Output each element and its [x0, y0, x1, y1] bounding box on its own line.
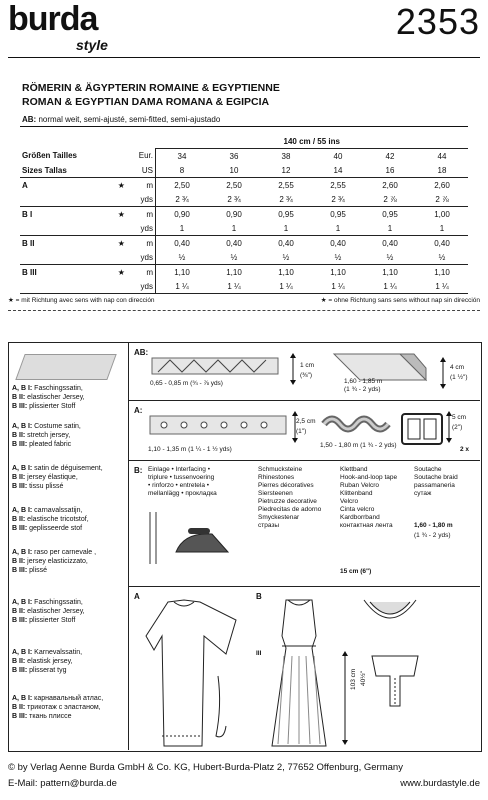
cell: 2,60 [382, 180, 398, 190]
nap-star-icon: ★ [117, 209, 125, 219]
nap-star-icon: ★ [117, 267, 125, 277]
cell: 0,90 [174, 209, 190, 219]
cell: ½ [312, 250, 364, 265]
size-us: 14 [312, 163, 364, 178]
unit-yds: yds [127, 221, 156, 236]
cell: 0,40 [278, 238, 294, 248]
cell: 1,10 [278, 267, 294, 277]
ab-length-1: 0,65 - 0,85 m (¾ - ⅞ yds) [150, 380, 223, 387]
cell: 0,95 [330, 209, 346, 219]
cell: 1 [208, 221, 260, 236]
size-eur: 44 [437, 151, 447, 161]
panel-b-label: B: [134, 466, 143, 475]
length-arrow-icon [340, 650, 350, 746]
velcro-length: 15 cm (6") [340, 568, 372, 575]
ab-width2-in: (1 ½") [450, 374, 468, 381]
view-b-label: B [256, 592, 262, 601]
fabric-width: 140 cm / 55 ins [156, 134, 469, 149]
iron-and-needle-icon [140, 508, 236, 568]
panel-ab-label: AB: [134, 348, 149, 357]
collar-and-belt-drawing [360, 596, 472, 746]
brand-logo: burda [8, 0, 98, 38]
buckle-illustration [400, 412, 444, 446]
height-arrow-icon [288, 352, 298, 386]
cell: 0,40 [330, 238, 346, 248]
fabric-column [8, 342, 129, 750]
nap-star-icon: ★ [117, 180, 125, 190]
fabric-label-b3: B III [22, 267, 37, 277]
size-us: 12 [260, 163, 312, 178]
cell: 0,40 [226, 238, 242, 248]
interfacing-list: Einlage • Interfacing • triplure • tussenvoering • rinforzo • entretela • mellanlägg • прокладка [148, 466, 217, 497]
height-arrow-icon [290, 410, 300, 444]
ornament-trim-illustration [148, 414, 288, 438]
fabric-desc: A, B I: Faschingssatin, B II: elastischer Jersey, B III: plissierter Stoff [12, 599, 85, 624]
view-a-label: A [134, 592, 140, 601]
cell: 0,95 [382, 209, 398, 219]
fabric-swatch [15, 354, 116, 380]
cell: 1 ¼ [208, 279, 260, 294]
panel-divider [128, 400, 480, 401]
panel-divider [128, 460, 480, 461]
fabric-desc: A, B I: карнавальный атлас, B II: трикотаж с эластаном, B III: ткань плиссе [12, 695, 104, 720]
cell: 2,55 [278, 180, 294, 190]
braid-trim-illustration [150, 356, 280, 378]
a-length-2: 1,50 - 1,80 m (1 ¾ - 2 yds) [320, 442, 397, 449]
cord-illustration [320, 410, 400, 438]
fabric-desc: A, B I: Faschingssatin, B II: elastischer Jersey, B III: plissierter Stoff [12, 385, 85, 410]
cell: 1,10 [382, 267, 398, 277]
cell: 1,10 [174, 267, 190, 277]
size-eur: 42 [385, 151, 395, 161]
view-b-drawing [264, 596, 336, 748]
cell: 1,00 [434, 209, 450, 219]
nap-star-icon: ★ [117, 238, 125, 248]
soutache-length-yds: (1 ¾ - 2 yds) [414, 532, 451, 539]
cell: 1 [156, 221, 209, 236]
a-width-in: (1") [296, 428, 307, 435]
fabric-desc: A, B I: raso per carnevale , B II: jersey elasticizzato, B III: plissé [12, 549, 97, 574]
mark-iii: III [256, 650, 262, 657]
cell: 2,50 [174, 180, 190, 190]
size-header-1: Größen Tailles [22, 151, 77, 161]
a-quantity: 2 x [460, 446, 470, 453]
cell: 1 ¼ [364, 279, 416, 294]
cell: ½ [260, 250, 312, 265]
note-without-nap: ★ = ohne Richtung sans sens without nap sin dirección [320, 297, 480, 304]
unit-yds: yds [127, 250, 156, 265]
us-label: US [127, 163, 156, 178]
size-us: 8 [156, 163, 209, 178]
size-us: 10 [208, 163, 260, 178]
cell: 0,40 [174, 238, 190, 248]
footer-website[interactable]: www.burdastyle.de [400, 778, 480, 789]
cell: 2,60 [434, 180, 450, 190]
cell: 2 ¾ [260, 192, 312, 207]
cell: 2 ⅞ [364, 192, 416, 207]
footer-email[interactable]: E-Mail: pattern@burda.de [8, 778, 117, 789]
unit-m: m [127, 265, 156, 280]
cell: 0,40 [382, 238, 398, 248]
ab-width2-cm: 4 cm [450, 364, 465, 371]
cell: 0,40 [434, 238, 450, 248]
cell: 1 [364, 221, 416, 236]
pattern-number: 2353 [395, 1, 480, 42]
unit-yds: yds [127, 192, 156, 207]
ab-length-2: 1,60 - 1,85 m [344, 378, 383, 385]
cell: 2,55 [330, 180, 346, 190]
unit-m: m [127, 207, 156, 222]
cell: 1 ¼ [260, 279, 312, 294]
cell: ½ [208, 250, 260, 265]
fabric-label-b1: B I [22, 209, 33, 219]
fit-text: normal weit, semi-ajusté, semi-fitted, semi-ajustado [36, 115, 221, 124]
cell: 2 ¾ [312, 192, 364, 207]
skirt-length-in: 40½" [360, 671, 367, 686]
a-width2-in: (2") [452, 424, 463, 431]
cell: 2 ⅞ [416, 192, 468, 207]
cell: 1 [416, 221, 468, 236]
ab-width-in: (⅜") [300, 372, 313, 379]
cell: 1,10 [434, 267, 450, 277]
note-with-nap: ★ = mit Richtung avec sens with nap con dirección [8, 297, 155, 304]
cell: 0,90 [226, 209, 242, 219]
cell: 1 ¼ [312, 279, 364, 294]
cell: 1,10 [226, 267, 242, 277]
panel-divider [128, 586, 480, 587]
cell: 1 ¼ [156, 279, 209, 294]
cell: 1 [312, 221, 364, 236]
cell: 1 [260, 221, 312, 236]
cell: ½ [156, 250, 209, 265]
size-eur: 38 [281, 151, 291, 161]
size-us: 18 [416, 163, 468, 178]
cell: 2 ¾ [208, 192, 260, 207]
a-width-cm: 2,5 cm [296, 418, 316, 425]
fabric-label-b2: B II [22, 238, 35, 248]
fabric-desc: A, B I: satin de déguisement, B II: jersey élastique, B III: tissu plissé [12, 465, 103, 490]
ab-width-cm: 1 cm [300, 362, 315, 369]
cell: ½ [416, 250, 468, 265]
brand-sub: style [76, 37, 108, 53]
skirt-length-cm: 103 cm [350, 668, 357, 690]
fabric-desc: A, B I: Karnevalssatin, B II: elastisk jersey, B III: plisserat tyg [12, 649, 83, 674]
title-line-1: RÖMERIN & ÄGYPTERIN ROMAINE & EGYPTIENNE [22, 82, 280, 94]
cell: 2,50 [226, 180, 242, 190]
eur-label: Eur. [127, 149, 156, 164]
table-top-rule [20, 126, 468, 127]
unit-m: m [127, 178, 156, 193]
cell: 1 ¼ [416, 279, 468, 294]
a-length-1: 1,10 - 1,35 m (1 ¼ - 1 ½ yds) [148, 446, 232, 453]
size-eur: 34 [177, 151, 187, 161]
size-us: 16 [364, 163, 416, 178]
title-line-2: ROMAN & EGYPTIAN DAMA ROMANA & EGIPCIA [22, 96, 270, 108]
cell: 2 ¾ [156, 192, 209, 207]
header-rule [8, 57, 480, 58]
fit-description [22, 115, 220, 124]
cell: 0,95 [278, 209, 294, 219]
size-eur: 36 [229, 151, 239, 161]
fabric-label-a: A [22, 180, 28, 190]
fit-key: AB: [22, 115, 37, 124]
unit-m: m [127, 236, 156, 251]
soutache-length: 1,60 - 1,80 m [414, 522, 453, 529]
size-header-2: Sizes Tallas [20, 163, 110, 178]
cell: ½ [364, 250, 416, 265]
soutache-list: Soutache Soutache braid passamaneria сутаж [414, 466, 458, 497]
fabric-desc: A, B I: Costume satin, B II: stretch jersey, B III: pleated fabric [12, 423, 81, 448]
a-width2-cm: 5 cm [452, 414, 467, 421]
view-a-drawing [140, 596, 240, 748]
ab-length-2-yds: (1 ¾ - 2 yds) [344, 386, 381, 393]
unit-yds: yds [127, 279, 156, 294]
rhinestones-list: Schmucksteine Rhinestones Pierres décoratives Siersteenen Pietruzze decorative Piedrecitas de adorno Smyckestenar стразы [258, 466, 322, 529]
yardage-table [20, 134, 468, 294]
dashed-divider [8, 310, 480, 311]
cell: 1,10 [330, 267, 346, 277]
velcro-list: Klettband Hook-and-loop tape Ruban Velcro Klittenband Velcro Cinta velcro Kardborrband контактная лента [340, 466, 398, 529]
height-arrow-icon [438, 356, 448, 390]
size-eur: 40 [333, 151, 343, 161]
footer-copyright: © by Verlag Aenne Burda GmbH & Co. KG, Hubert-Burda-Platz 2, 77652 Offenburg, Germany [8, 762, 403, 773]
fabric-desc: A, B I: carnavalssatijn, B II: elastische tricotstof, B III: geplisseerde stof [12, 507, 89, 532]
panel-a-label: A: [134, 406, 143, 415]
